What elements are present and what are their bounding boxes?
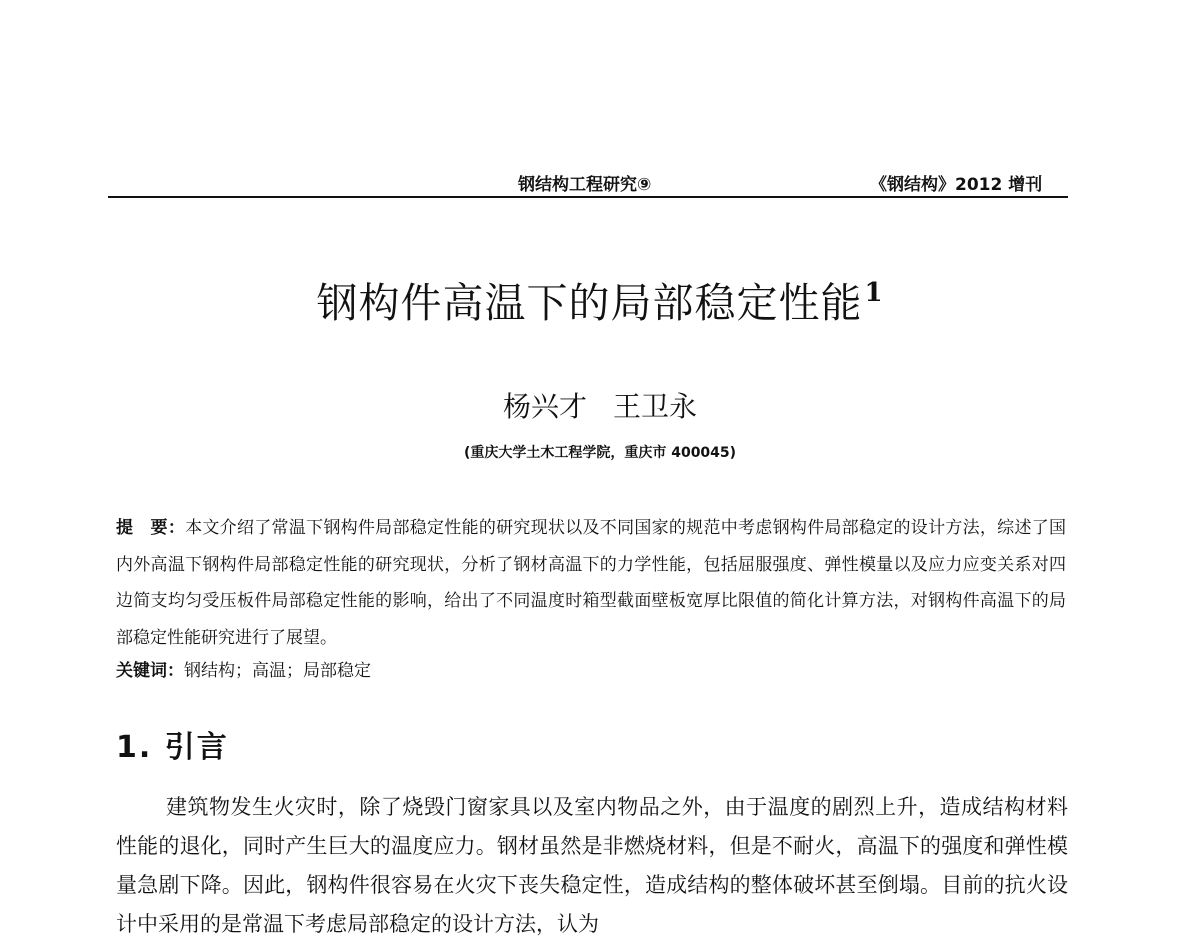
keywords (116, 656, 371, 681)
abstract (116, 510, 1066, 656)
keywords-label: 关键词： (116, 661, 184, 681)
abstract-label: 提 要： (116, 518, 186, 538)
paper-title-text: 钢构件高温下的局部稳定性能 (316, 279, 863, 327)
section-heading: 1. 引言 (116, 730, 229, 765)
author-list (0, 385, 1200, 425)
author-name: 王卫永 (613, 390, 698, 423)
author-name: 杨兴才 (502, 390, 587, 423)
title-footnote-mark: 1 (864, 278, 884, 308)
header-rule (108, 196, 1068, 198)
affiliation: (重庆大学土木工程学院，重庆市 400045) (463, 445, 737, 461)
running-header-series: 钢结构工程研究⑨ (518, 175, 652, 195)
body-paragraph: 建筑物发生火灾时，除了烧毁门窗家具以及室内物品之外，由于温度的剧烈上升，造成结构材料性能的退化，同时产生巨大的温度应力。钢材虽然是非燃烧材料，但是不耐火，高温下的强度和弹性模量急剧下降。因此，钢构件很容易在火灾下丧失稳定性，造成结构的整体破坏甚至倒塌。目前的抗火设计中采用的是常温下考虑局部稳定的设计方法，认为 (116, 795, 1068, 936)
paper-title (0, 270, 1200, 329)
abstract-text: 本文介绍了常温下钢构件局部稳定性能的研究现状以及不同国家的规范中考虑钢构件局部稳定的设计方法，综述了国内外高温下钢构件局部稳定性能的研究现状，分析了钢材高温下的力学性能，包括屈服强度、弹性模量以及应力应变关系对四边简支均匀受压板件局部稳定性能的影响，给出了不同温度时箱型截面壁板宽厚比限值的简化计算方法，对钢构件高温下的局部稳定性能研究进行了展望。 (116, 518, 1067, 648)
running-header-journal: 《钢结构》2012 增刊 (870, 175, 1043, 195)
keywords-text: 钢结构；高温；局部稳定 (184, 661, 371, 681)
